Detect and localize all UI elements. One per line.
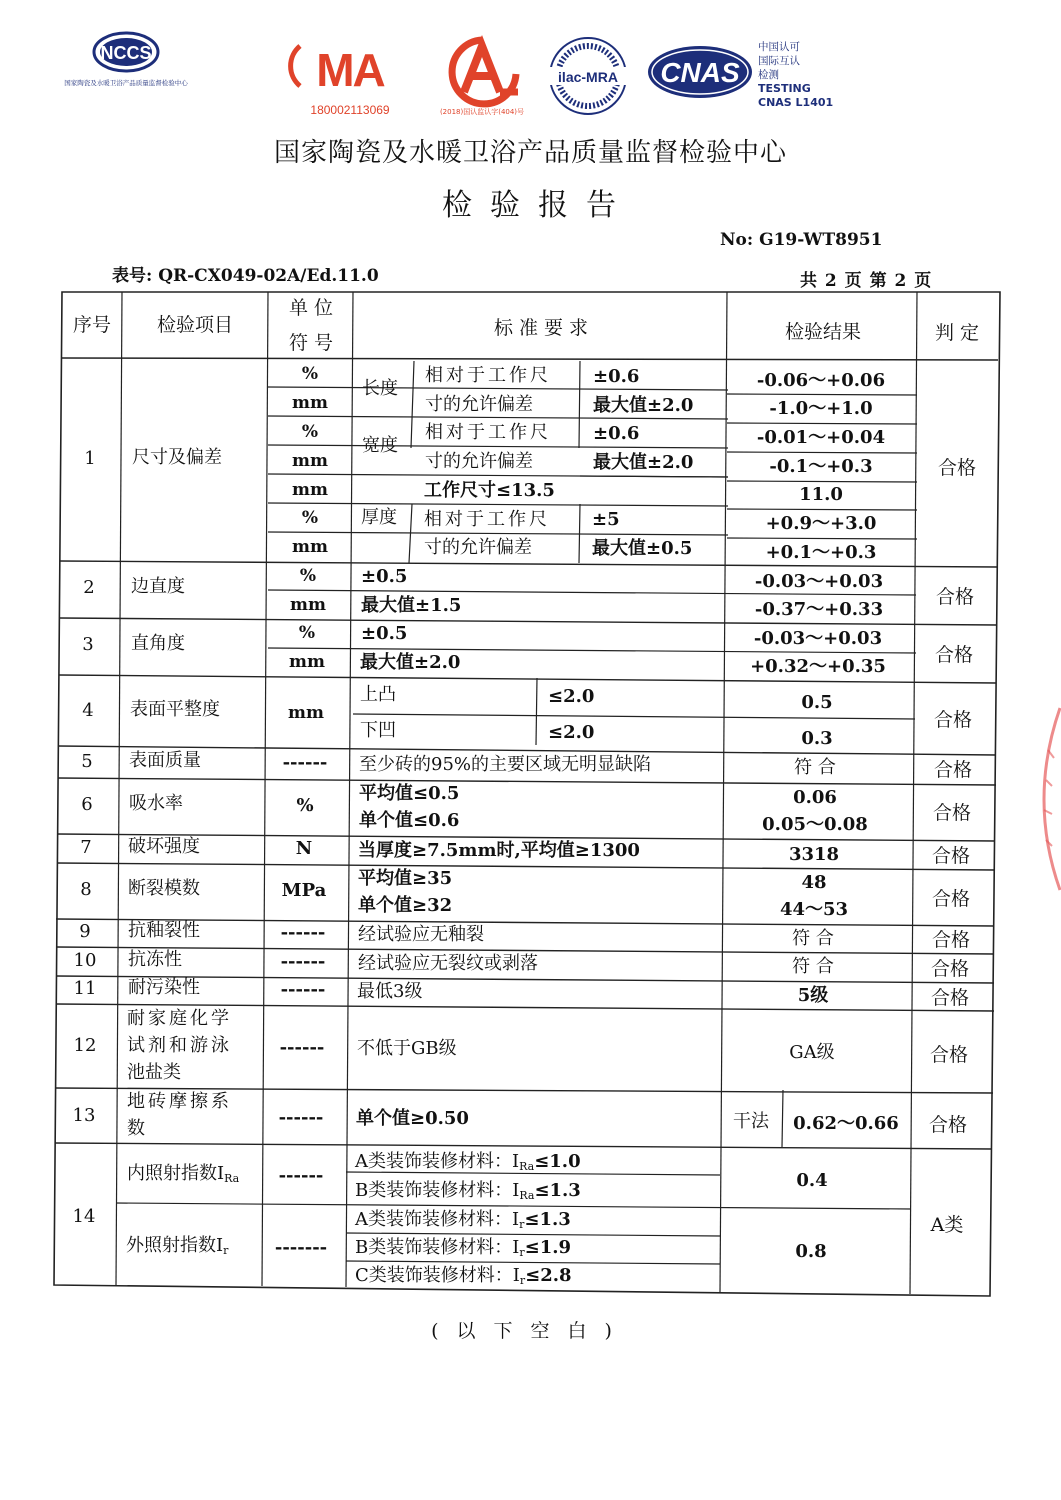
row1-unit-3: %: [301, 422, 319, 442]
row1-limit-6: 最大值±0.5: [592, 538, 693, 559]
row7-std: 当厚度≥7.5mm时,平均值≥1300: [358, 840, 640, 861]
report-number: No: G19-WT8951: [720, 230, 883, 250]
row8-seq: 8: [80, 879, 92, 900]
row11-verdict: 合格: [930, 987, 969, 1009]
row1-result-2: -1.0～+1.0: [769, 398, 873, 419]
row4-verdict: 合格: [933, 709, 972, 731]
row1-limit-2: 最大值±2.0: [593, 395, 694, 416]
row4-seq: 4: [82, 700, 94, 721]
row3-result-2: +0.32～+0.35: [750, 656, 886, 677]
row8-verdict: 合格: [931, 888, 970, 910]
row8-unit: MPa: [281, 880, 327, 901]
row14-internal-std-b: B类装饰装修材料：$I_{Ra}\le 1.3$: [355, 1180, 581, 1202]
row12-item-line3: 池盐类: [127, 1062, 181, 1083]
row14-external-std-b: B类装饰装修材料：$I_r\le 1.9$: [355, 1237, 572, 1259]
row7-unit: N: [295, 838, 313, 859]
row12-seq: 12: [73, 1035, 97, 1056]
row6-unit: %: [296, 795, 314, 816]
row10-std: 经试验应无裂纹或剥落: [358, 953, 538, 974]
row9-std: 经试验应无釉裂: [358, 924, 484, 945]
row2-unit-1: %: [299, 566, 317, 586]
svg-text:(2018)国认监认字(404)号: (2018)国认监认字(404)号: [439, 108, 525, 116]
row14-internal-result: 0.4: [796, 1170, 828, 1191]
row13-item-line1: 地砖摩擦系: [127, 1091, 232, 1112]
row2-seq: 2: [83, 577, 95, 598]
row8-std-2: 单个值≥32: [358, 895, 453, 916]
row11-result: 5级: [797, 985, 829, 1006]
row10-result: 符 合: [792, 956, 834, 977]
row1-seq: 1: [84, 448, 96, 469]
row3-unit-1: %: [298, 623, 316, 643]
header-seq: 序号: [72, 314, 111, 336]
svg-text:国家陶瓷及水暖卫浴产品质量监督检验中心: 国家陶瓷及水暖卫浴产品质量监督检验中心: [64, 79, 188, 87]
row13-std: 单个值≥0.50: [356, 1108, 469, 1129]
row14-external-item: 外照射指数$I_r$: [126, 1235, 229, 1257]
row4-std-concave: 下凹: [360, 720, 396, 741]
row8-result-1: 48: [801, 872, 827, 893]
row5-result: 符 合: [794, 757, 836, 778]
row1-result-7: +0.1～+0.3: [765, 542, 877, 563]
row7-seq: 7: [80, 837, 92, 858]
header-verdict: 判 定: [934, 322, 980, 344]
row1-unit-7: mm: [292, 537, 328, 557]
svg-text:180002113069: 180002113069: [310, 103, 390, 117]
row3-std-2: 最大值±2.0: [360, 652, 461, 673]
svg-text:ilac-MRA: ilac-MRA: [558, 69, 618, 85]
row2-item: 边直度: [131, 576, 185, 597]
header-unit-line1: 单 位: [288, 297, 334, 319]
row2-unit-2: mm: [290, 595, 326, 615]
header-item: 检验项目: [156, 314, 233, 336]
row1-unit-5: mm: [292, 480, 328, 500]
row12-item-line1: 耐家庭化学: [127, 1008, 232, 1029]
row1-item: 尺寸及偏差: [132, 447, 222, 468]
row4-result-convex: 0.5: [801, 692, 833, 713]
row1-width-label: 宽度: [362, 435, 398, 456]
row6-std-1: 平均值≤0.5: [359, 783, 460, 804]
row1-length-rel-line2: 寸的允许偏差: [425, 394, 533, 415]
row14-verdict: A类: [930, 1214, 964, 1236]
row3-seq: 3: [82, 634, 94, 655]
cnas-caption: 中国认可 国际互认 检测 TESTING CNAS L1401: [758, 41, 834, 109]
row13-result: 0.62～0.66: [793, 1113, 899, 1134]
svg-text:MA: MA: [316, 44, 384, 96]
row1-length-rel-line1: 相对于工作尺: [425, 365, 551, 386]
row6-result-1: 0.06: [793, 787, 837, 808]
organization-title: 国家陶瓷及水暖卫浴产品质量监督检验中心: [273, 138, 787, 168]
row4-item: 表面平整度: [130, 699, 220, 720]
svg-text:CNAS: CNAS: [660, 57, 740, 88]
header-result: 检验结果: [784, 321, 861, 343]
row4-limit-concave: ≤2.0: [548, 722, 595, 743]
row10-verdict: 合格: [930, 958, 969, 980]
row8-std-1: 平均值≥35: [358, 868, 453, 889]
row5-verdict: 合格: [933, 759, 972, 781]
row8-item: 断裂模数: [128, 878, 200, 899]
row2-std-1: ±0.5: [361, 566, 408, 587]
row14-seq: 14: [72, 1206, 96, 1227]
row7-item: 破坏强度: [128, 836, 200, 857]
row2-std-2: 最大值±1.5: [361, 595, 462, 616]
row1-thick-rel-line1: 相对于工作尺: [424, 509, 550, 530]
form-number: 表号: QR-CX049-02A/Ed.11.0: [112, 266, 379, 286]
row9-item: 抗釉裂性: [128, 920, 200, 941]
row11-unit: ------: [280, 979, 326, 1000]
row10-seq: 10: [73, 950, 97, 971]
row1-length-label: 长度: [362, 378, 398, 399]
row9-verdict: 合格: [931, 929, 970, 951]
row14-external-std-a: A类装饰装修材料：$I_r\le 1.3$: [355, 1209, 571, 1231]
row4-limit-convex: ≤2.0: [548, 686, 595, 707]
row1-result-1: -0.06～+0.06: [756, 370, 886, 391]
row10-item: 抗冻性: [128, 949, 182, 970]
row5-unit: ------: [282, 752, 328, 773]
row9-unit: ------: [280, 922, 326, 943]
row6-std-2: 单个值≤0.6: [359, 810, 460, 831]
row1-width-rel-line2: 寸的允许偏差: [425, 451, 533, 472]
row10-unit: ------: [280, 951, 326, 972]
row13-verdict: 合格: [928, 1114, 967, 1136]
row1-result-4: -0.1～+0.3: [769, 456, 873, 477]
row3-result-1: -0.03～+0.03: [753, 628, 883, 649]
row13-seq: 13: [72, 1105, 96, 1126]
row8-result-2: 44～53: [779, 899, 849, 920]
row9-result: 符 合: [792, 928, 834, 949]
row11-seq: 11: [73, 978, 97, 999]
row6-seq: 6: [81, 794, 93, 815]
row1-limit-3: ±0.6: [593, 423, 640, 444]
row6-verdict: 合格: [932, 802, 971, 824]
row12-unit: ------: [279, 1037, 325, 1058]
row3-item: 直角度: [131, 633, 185, 654]
row9-seq: 9: [79, 921, 91, 942]
header-standard: 标 准 要 求: [493, 317, 589, 339]
row6-item: 吸水率: [129, 793, 183, 814]
row12-verdict: 合格: [929, 1044, 968, 1066]
row14-external-std-c: C类装饰装修材料：$I_r\le 2.8$: [355, 1265, 572, 1287]
row14-internal-item: 内照射指数$I_{Ra}$: [127, 1163, 240, 1185]
row12-item-line2: 试剂和游泳: [127, 1035, 232, 1056]
page-indicator: 共 2 页 第 2 页: [800, 271, 933, 291]
row7-verdict: 合格: [931, 845, 970, 867]
row1-thickness-label: 厚度: [361, 507, 397, 528]
row12-result: GA级: [789, 1042, 835, 1063]
row7-result: 3318: [788, 844, 840, 865]
row13-unit: ------: [278, 1107, 324, 1128]
row14-external-result: 0.8: [795, 1241, 827, 1262]
row4-unit: mm: [288, 703, 324, 723]
row1-result-5: 11.0: [799, 484, 843, 505]
row2-result-1: -0.03～+0.03: [754, 571, 884, 592]
row4-std-convex: 上凸: [360, 684, 396, 705]
row14-external-unit: -------: [274, 1237, 328, 1258]
row3-verdict: 合格: [934, 644, 973, 666]
row13-method: 干法: [733, 1111, 769, 1132]
row5-item: 表面质量: [129, 750, 201, 771]
row6-result-2: 0.05～0.08: [762, 814, 868, 835]
row1-unit-1: %: [301, 364, 319, 384]
row1-limit-1: ±0.6: [593, 366, 640, 387]
row1-width-rel-line1: 相对于工作尺: [425, 422, 551, 443]
row5-std: 至少砖的95%的主要区域无明显缺陷: [359, 754, 652, 775]
row2-result-2: -0.37～+0.33: [754, 599, 884, 620]
row1-limit-5: ±5: [592, 509, 620, 530]
document-title: 检验报告: [442, 188, 634, 223]
row1-limit-4: 最大值±2.0: [593, 452, 694, 473]
row1-result-6: +0.9～+3.0: [765, 513, 877, 534]
row1-verdict: 合格: [937, 457, 976, 479]
row2-verdict: 合格: [935, 586, 974, 608]
row14-internal-std-a: A类装饰装修材料：$I_{Ra}\le 1.0$: [355, 1151, 581, 1173]
edge-seal-stamp: [1018, 700, 1061, 900]
row11-item: 耐污染性: [128, 977, 200, 998]
row1-unit-4: mm: [292, 451, 328, 471]
row12-std: 不低于GB级: [357, 1038, 457, 1059]
blank-below-note: (以下空白): [431, 1320, 630, 1342]
row1-thick-rel-line2: 寸的允许偏差: [424, 537, 532, 558]
row3-unit-2: mm: [289, 652, 325, 672]
row1-thickness-work-size: 工作尺寸≤13.5: [424, 480, 555, 501]
row1-unit-2: mm: [292, 393, 328, 413]
row3-std-1: ±0.5: [361, 623, 408, 644]
svg-text:NCCS: NCCS: [100, 43, 152, 63]
row11-std: 最低3级: [357, 981, 423, 1002]
row14-internal-unit: ------: [278, 1165, 324, 1186]
row1-unit-6: %: [301, 508, 319, 528]
row4-result-concave: 0.3: [801, 728, 833, 749]
row13-item-line2: 数: [127, 1118, 145, 1139]
row1-result-3: -0.01～+0.04: [756, 427, 886, 448]
header-unit-line2: 符 号: [288, 332, 334, 354]
row5-seq: 5: [81, 751, 93, 772]
